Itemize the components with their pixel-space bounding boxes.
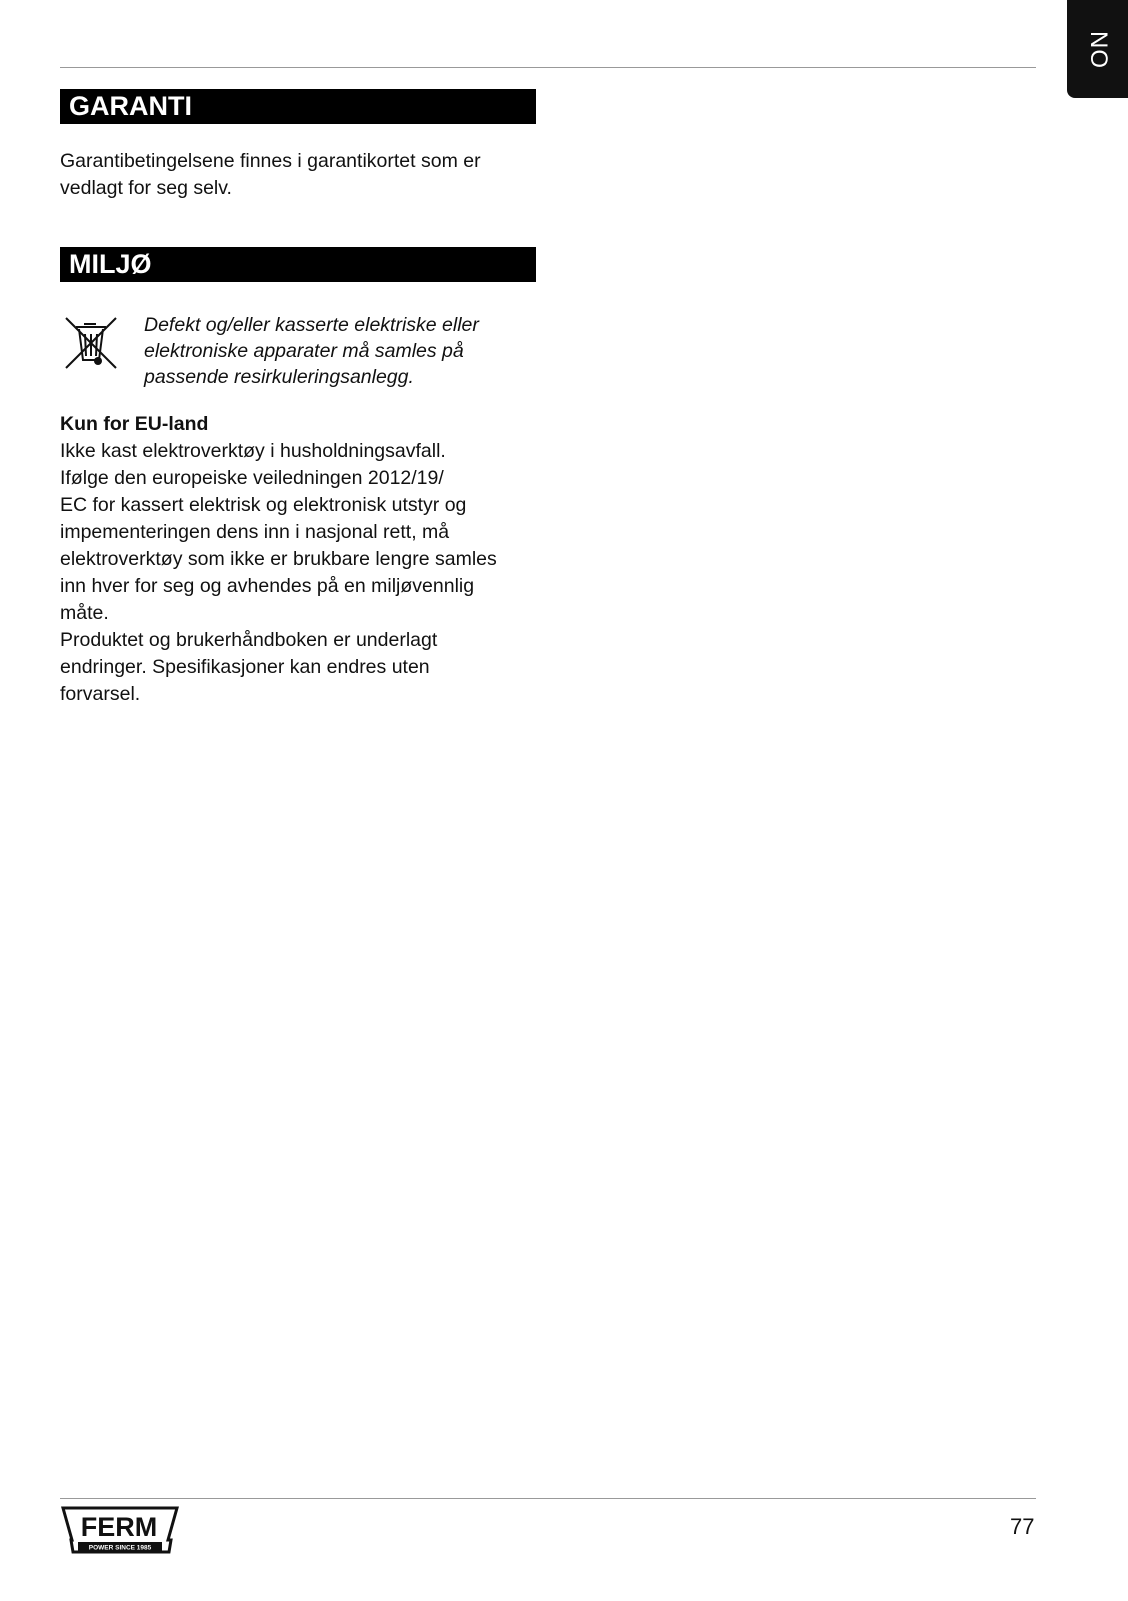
bottom-divider	[60, 1498, 1036, 1499]
section-heading-garanti: GARANTI	[60, 89, 536, 124]
language-tab	[1067, 0, 1128, 98]
note-line: Defekt og/eller kasserte elektriske eller	[144, 314, 479, 336]
miljo-body	[60, 411, 550, 708]
crossed-out-wheelie-bin-icon	[62, 316, 120, 372]
text-line: elektroverktøy som ikke er brukbare lengre samles	[60, 548, 497, 570]
top-divider	[60, 67, 1036, 68]
text-line: inn hver for seg og avhendes på en miljøvennlig	[60, 575, 475, 597]
note-line: passende resirkuleringsanlegg.	[144, 366, 414, 388]
text-line: måte.	[60, 602, 109, 624]
garanti-text	[60, 148, 540, 202]
weee-disposal-note	[144, 312, 544, 390]
logo-wordmark: FERM	[80, 1512, 158, 1542]
text-line: endringer. Spesifikasjoner kan endres uten	[60, 656, 430, 678]
text-line: Ifølge den europeiske veiledningen 2012/19/	[60, 467, 444, 489]
text-line: vedlagt for seg selv.	[60, 177, 232, 199]
text-line: Ikke kast elektroverktøy i husholdningsavfall.	[60, 440, 446, 462]
note-line: elektroniske apparater må samles på	[144, 340, 464, 362]
text-line: Garantibetingelsene finnes i garantikortet som er	[60, 150, 481, 172]
ferm-logo	[60, 1505, 180, 1557]
text-line: Produktet og brukerhåndboken er underlagt	[60, 629, 438, 651]
subheading-eu: Kun for EU-land	[60, 413, 209, 435]
logo-tagline: POWER SINCE 1985	[88, 1544, 152, 1552]
section-heading-miljo: MILJØ	[60, 247, 536, 282]
page-number: 77	[1010, 1514, 1035, 1539]
text-line: impementeringen dens inn i nasjonal rett, må	[60, 521, 450, 543]
language-tab-label: NO	[1084, 31, 1112, 69]
text-line: forvarsel.	[60, 683, 141, 705]
text-line: EC for kassert elektrisk og elektronisk utstyr og	[60, 494, 467, 516]
